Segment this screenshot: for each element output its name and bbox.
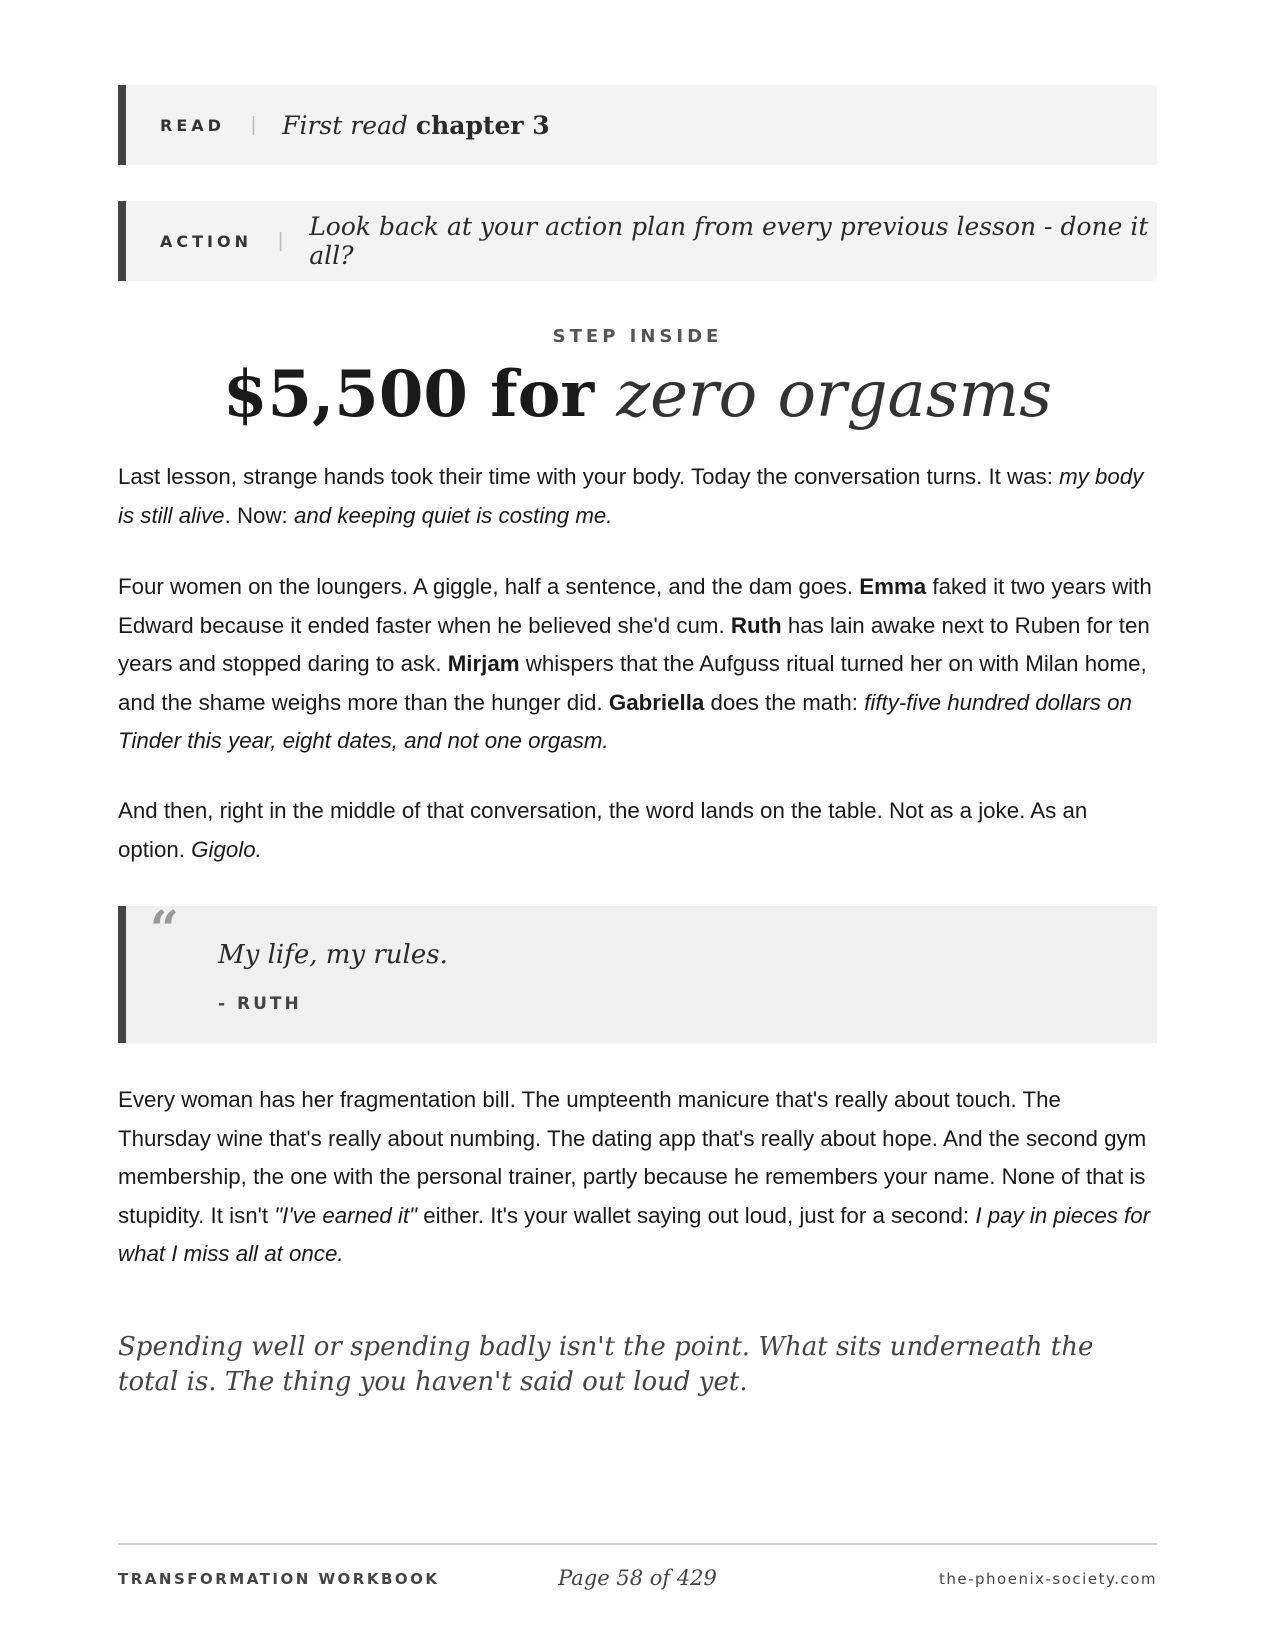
name-mirjam: Mirjam (447, 651, 520, 676)
body-paragraph-1 (118, 458, 1157, 535)
text-run: whispers that the Aufguss ritual turned her on with Milan home, and the shame weighs more than the hunger did. (118, 651, 1147, 715)
closing-statement: Spending well or spending badly isn't the point. What sits underneath the total is. The thing you haven't said out loud yet. (118, 1332, 1094, 1397)
name-ruth: Ruth (730, 612, 782, 638)
italic-run: my body is still alive (118, 464, 1144, 528)
italic-run: Gigolo. (191, 836, 262, 862)
text-run: Four women on the loungers. A giggle, half a sentence, and the dam goes. (118, 574, 860, 599)
pull-quote (118, 899, 1157, 1043)
text-run: either. It's your wallet saying out loud, just for a second: (417, 1202, 976, 1228)
action-callout (118, 201, 1157, 281)
italic-run: I pay in pieces for what I miss all at once. (118, 1202, 1151, 1266)
footer-title: TRANSFORMATION WORKBOOK (118, 1570, 440, 1588)
body-paragraph-2 (118, 568, 1157, 761)
action-separator: | (277, 229, 284, 252)
section-headline (118, 352, 1157, 438)
footer-divider (118, 1543, 1157, 1545)
text-run: . Now: (224, 502, 294, 528)
headline-italic: zero orgasms (616, 358, 1053, 432)
text-run: faked it two years with Edward because it ended faster when he believed she'd cum. (118, 574, 1152, 638)
body-paragraph-4 (118, 1081, 1157, 1274)
read-callout (118, 85, 1157, 165)
text-run: has lain awake next to Ruben for ten years and stopped daring to ask. (118, 612, 1150, 676)
section-kicker: STEP INSIDE (552, 326, 723, 347)
text-run: does the math: (704, 689, 865, 715)
name-emma: Emma (859, 574, 927, 599)
name-gabriella: Gabriella (608, 689, 705, 715)
action-instruction: Look back at your action plan from every previous lesson - done it all? (309, 212, 1149, 270)
read-label: READ (160, 115, 225, 135)
text-run: Every woman has her fragmentation bill. The umpteenth manicure that's really about touch. The Thursday wine that's really about numbing. The dating app that's really about hope. And the second gym membership, the one with the personal trainer, partly because he remembers your name. None of that is stupidity. It isn't (118, 1087, 1147, 1228)
italic-run: "I've earned it" (274, 1202, 418, 1228)
read-separator: | (250, 113, 257, 136)
read-instruction (282, 111, 550, 140)
text-run: And then, right in the middle of that conversation, the word lands on the table. Not as a joke. As an option. (118, 798, 1088, 862)
quote-text: My life, my rules. (218, 940, 448, 970)
page-number: Page 58 of 429 (558, 1566, 717, 1590)
italic-run: and keeping quiet is costing me. (293, 502, 613, 528)
action-label: ACTION (160, 231, 252, 251)
text-run: Last lesson, strange hands took their time with your body. Today the conversation turns. It was: (118, 464, 1060, 489)
headline-plain: $5,500 for (222, 357, 617, 432)
quote-attribution: - RUTH (218, 994, 302, 1014)
read-instruction-italic: First read (282, 110, 416, 140)
quote-mark-icon: “ (150, 899, 179, 958)
italic-run: fifty-five hundred dollars on Tinder this year, eight dates, and not one orgasm. (118, 689, 1132, 753)
body-paragraph-3 (118, 792, 1157, 869)
read-instruction-bold: chapter 3 (415, 110, 550, 140)
footer-website: the-phoenix-society.com (939, 1570, 1157, 1588)
